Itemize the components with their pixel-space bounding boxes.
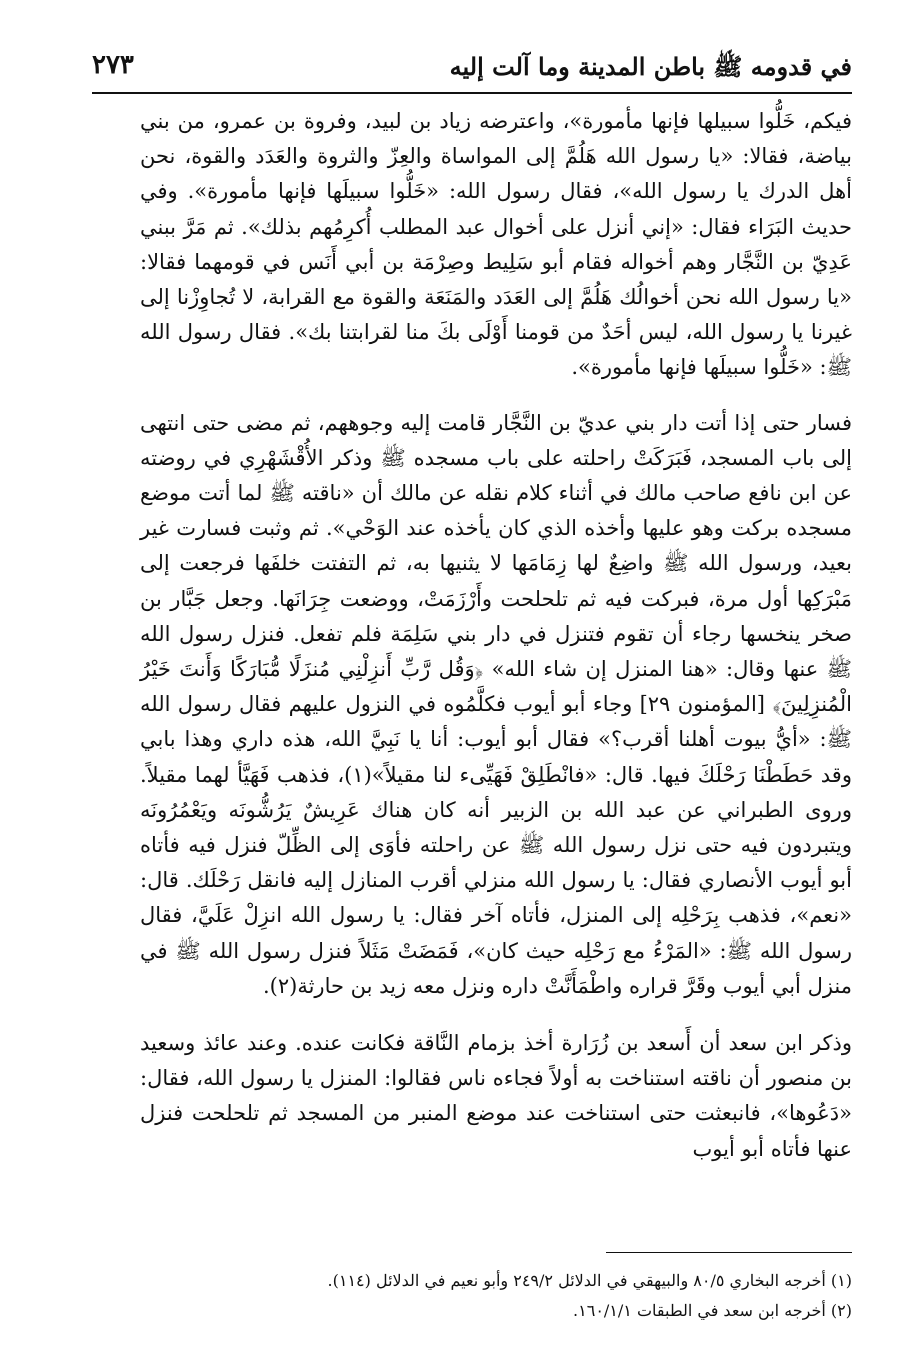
main-text xyxy=(140,104,852,1189)
page-number: ٢٧٣ xyxy=(92,50,134,80)
page-header xyxy=(92,46,852,86)
footnote-2: (٢) أخرجه ابن سعد في الطبقات ١٦٠/١/١. xyxy=(573,1301,852,1320)
running-title: في قدومه ﷺ باطن المدينة وما آلت إليه xyxy=(449,52,852,81)
paragraph-3: وذكر ابن سعد أن أَسعد بن زُرَارة أخذ بزمام النَّاقة فكانت عنده. وعند عائذ وسعيد بن منصور أن ناقته استناخت به أولاً فجاءه ناس فقالوا: المنزل يا رسول الله، فقال: «دَعُوها»، فانبعثت حتى استناخت عند موضع المنبر من المسجد ثم تلحلحت فنزل عنها فأتاه أبو أيوب xyxy=(140,1031,852,1161)
paragraph-1: فيكم، خَلُّوا سبيلها فإنها مأمورة»، واعترضه زياد بن لبيد، وفروة بن عمرو، من بني بياضة، فقالا: «يا رسول الله هَلُمَّ إلى المواساة والعِزّ والثروة والعَدَد والقوة، نحن أهل الدرك يا رسول الله»، فقال رسول الله: «خَلُّوا سبيلَها فإنها مأمورة». وفي حديث البَرَاء فقال: «إني أنزل على أخوال عبد المطلب أُكرِمُهم بذلك». ثم مَرَّ ببني عَدِيّ بن النَّجَّار وهم أخواله فقام أبو سَلِيط وصِرْمَة بن أبي أَنَس في قومهما فقالا: «يا رسول الله نحن أخوالُك هَلُمَّ إلى العَدَد والمَنَعَة والقوة مع القرابة، لا تُجاوِزْنا إلى غيرنا يا رسول الله، ليس أحَدٌ من قومنا أَوْلَى بكَ منا لقرابتنا بك». فقال رسول الله ﷺ: «خَلُّوا سبيلَها فإنها مأمورة». xyxy=(140,109,852,380)
header-rule xyxy=(92,92,852,94)
paragraph-2: فسار حتى إذا أتت دار بني عديّ بن النَّجَّار قامت إليه وجوههم، ثم مضى حتى انتهى إلى باب المسجد، فَبَرَكَتْ راحلته على باب مسجده ﷺ وذكر الأُقْشَهْرِي في روضته عن ابن نافع صاحب مالك في أثناء كلام نقله عن مالك أن «ناقته ﷺ لما أتت موضع مسجده بركت وهو عليها وأخذه الذي كان يأخذه عند الوَحْي». ثم وثبت فسارت غير بعيد، ورسول الله ﷺ واضِعٌ لها زِمَامَها لا يثنيها به، ثم التفتت خلفَها فرجعت إلى مَبْرَكِها أول مرة، فبركت فيه ثم تلحلحت وأَرْزَمَتْ، ووضعت جِرَانَها. وجعل جَبَّار بن صخر ينخسها رجاء أن تقوم فتنزل في دار بني سَلِمَة فلم تفعل. فنزل رسول الله ﷺ عنها وقال: «هنا المنزل إن شاء الله» ﴿وَقُل رَّبِّ أَنزِلْنِي مُنزَلًا مُّبَارَكًا وَأَنتَ خَيْرُ الْمُنزِلِينَ﴾ [المؤمنون ٢٩] وجاء أبو أيوب فكلَّمُوه في النزول عليهم فقال رسول الله ﷺ: «أيُّ بيوت أهلنا أقرب؟» فقال أبو أيوب: أنا يا نَبِيَّ الله، هذه داري وهذا بابي وقد حَطَطْنَا رَحْلَكَ فيها. قال: «فانْطَلِقْ فَهَيِّىء لنا مقيلاً»(١)، فذهب فَهَيَّأ لهما مقيلاً. وروى الطبراني عن عبد الله بن الزبير أنه كان هناك عَرِيشٌ يَرُشُّونَه ويَعْمُرُونَه ويتبردون فيه حتى نزل رسول الله ﷺ عن راحلته فأوَى إلى الظِّلّ فنزل فيه فأتاه أبو أيوب الأنصاري فقال: يا رسول الله منزلي أقرب المنازل إليه فانقل رَحْلَك. قال: «نعم»، فذهب بِرَحْلِه إلى المنزل، فأتاه آخر فقال: يا رسول الله انزِلْ عَلَيَّ، فقال رسول الله ﷺ: «المَرْءُ مع رَحْلِه حيث كان»، فَمَضَتْ مَثَلاً فنزل رسول الله ﷺ في منزل أبي أيوب وقَرَّ قراره واطْمَأَنَّتْ داره ونزل معه زيد بن حارثة(٢). xyxy=(140,410,852,998)
footnote-1: (١) أخرجه البخاري ٨٠/٥ والبيهقي في الدلائل ٢٤٩/٢ وأبو نعيم في الدلائل (١١٤). xyxy=(327,1271,852,1290)
footnotes xyxy=(140,1266,852,1326)
footnote-rule xyxy=(606,1252,852,1253)
